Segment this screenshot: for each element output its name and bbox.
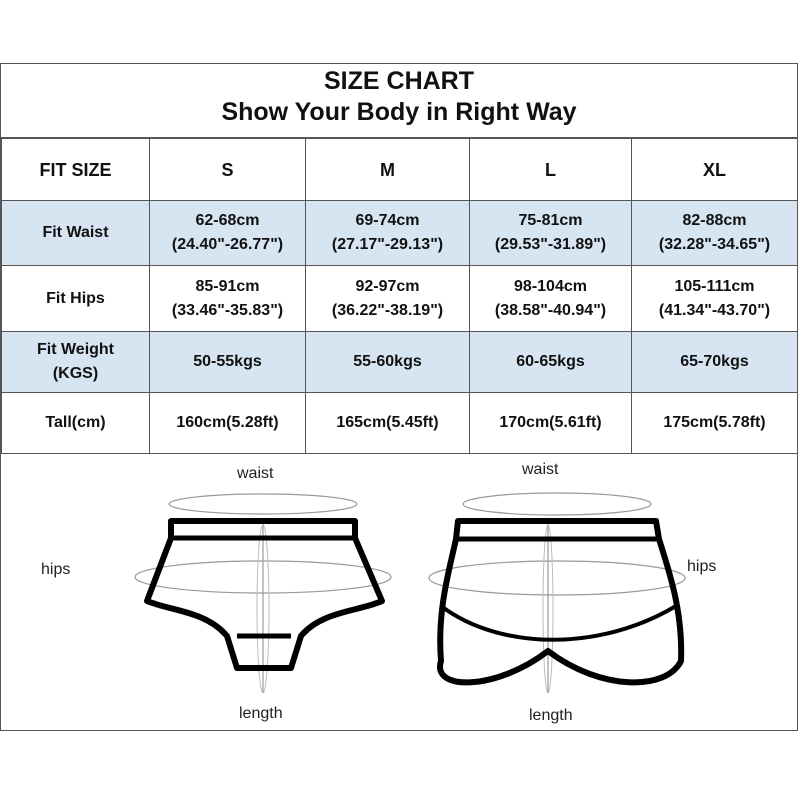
label-waist-right: waist [522, 461, 559, 478]
cell-tall-m: 165cm(5.45ft) [306, 393, 470, 454]
label-length-left: length [239, 705, 283, 722]
cell-inch: (33.46"-35.83") [171, 301, 284, 319]
cell-hips-xl [632, 266, 798, 332]
cell-cm: 75-81cm [518, 212, 583, 229]
cell-cm: 82-88cm [682, 212, 747, 229]
cell-hips-m [306, 266, 470, 332]
cell-waist-l [470, 201, 632, 266]
hips-guide-ellipse [429, 561, 685, 595]
row-label: Tall(cm) [2, 393, 150, 454]
cell-waist-m [306, 201, 470, 266]
boyshort-hemline [441, 606, 676, 640]
chart-subtitle: Show Your Body in Right Way [221, 98, 577, 126]
cell-waist-s [150, 201, 306, 266]
row-label-line1: Fit Weight [36, 341, 115, 358]
header-size-m: M [306, 139, 470, 201]
cell-weight-m: 55-60kgs [306, 332, 470, 393]
cell-cm: 98-104cm [514, 277, 587, 295]
cell-hips-l [470, 266, 632, 332]
label-hips-right: hips [687, 558, 717, 575]
label-waist-left: waist [237, 465, 274, 482]
waist-guide-ellipse [463, 493, 651, 515]
cell-inch: (27.17"-29.13") [331, 236, 444, 253]
cell-inch: (36.22"-38.19") [331, 301, 444, 319]
row-label-line2: (KGS) [52, 365, 99, 382]
cell-inch: (24.40"-26.77") [171, 236, 284, 253]
header-row [2, 139, 798, 201]
header-fit-size: FIT SIZE [2, 139, 150, 201]
row-label: Fit Hips [2, 266, 150, 332]
cell-waist-xl [632, 201, 798, 266]
cell-cm: 85-91cm [195, 277, 260, 295]
cell-tall-l: 170cm(5.61ft) [470, 393, 632, 454]
brief-illustration [135, 494, 391, 693]
row-fit-waist [2, 201, 798, 266]
row-fit-weight [2, 332, 798, 393]
cell-cm: 69-74cm [355, 212, 420, 229]
cell-weight-xl: 65-70kgs [632, 332, 798, 393]
waist-guide-ellipse [169, 494, 357, 514]
size-table [1, 138, 798, 454]
header-size-s: S [150, 139, 306, 201]
cell-cm: 105-111cm [674, 277, 755, 295]
cell-hips-s [150, 266, 306, 332]
brief-outline [147, 521, 382, 668]
cell-inch: (41.34"-43.70") [658, 301, 771, 319]
diagram-svg [1, 461, 799, 731]
chart-title: SIZE CHART [324, 67, 474, 95]
cell-weight-s: 50-55kgs [150, 332, 306, 393]
row-fit-hips [2, 266, 798, 332]
cell-inch: (32.28"-34.65") [658, 236, 771, 253]
cell-cm: 92-97cm [355, 277, 420, 295]
cell-weight-l: 60-65kgs [470, 332, 632, 393]
title-box [1, 64, 797, 138]
header-size-xl: XL [632, 139, 798, 201]
boyshort-illustration [429, 493, 685, 693]
cell-inch: (29.53"-31.89") [494, 236, 607, 253]
size-chart [0, 63, 798, 731]
cell-tall-s: 160cm(5.28ft) [150, 393, 306, 454]
row-label [2, 332, 150, 393]
measurement-diagram [1, 461, 799, 731]
cell-inch: (38.58"-40.94") [494, 301, 607, 319]
row-label: Fit Waist [2, 201, 150, 266]
header-size-l: L [470, 139, 632, 201]
boyshort-outline [440, 521, 681, 682]
label-hips-left: hips [41, 561, 71, 578]
label-length-right: length [529, 707, 573, 724]
cell-cm: 62-68cm [195, 212, 260, 229]
cell-tall-xl: 175cm(5.78ft) [632, 393, 798, 454]
row-tall [2, 393, 798, 454]
